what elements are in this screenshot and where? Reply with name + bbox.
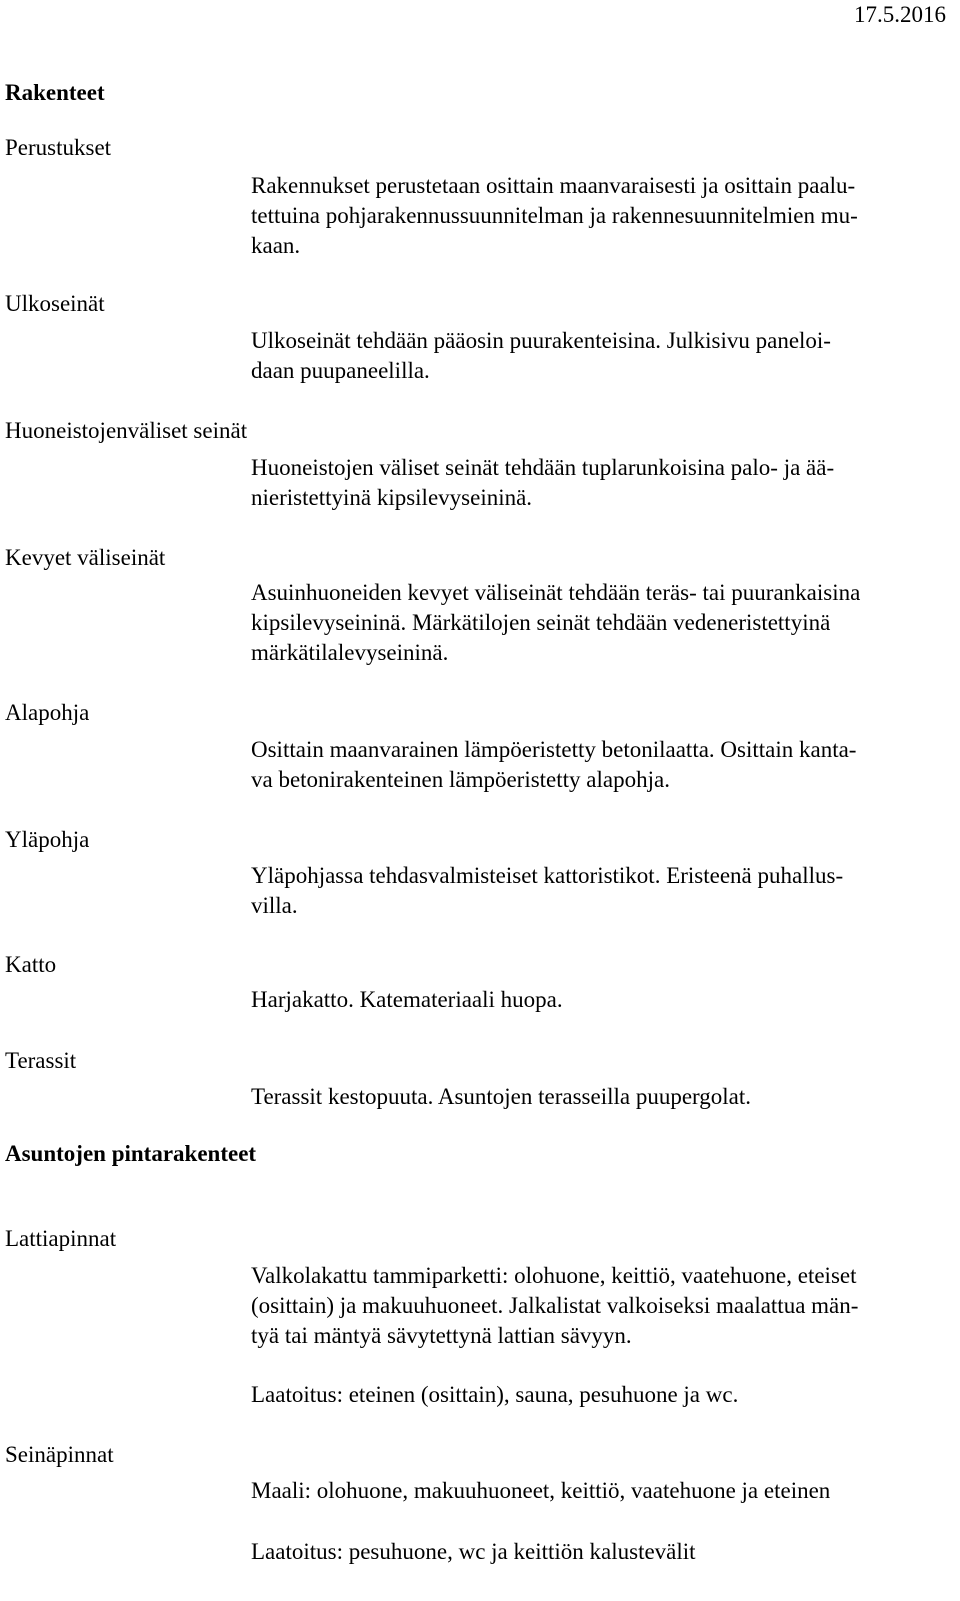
label-seinapinnat: Seinäpinnat — [5, 1442, 114, 1467]
document-date: 17.5.2016 — [854, 2, 946, 27]
text-line: Maali: olohuone, makuuhuoneet, keittiö, vaatehuone ja eteinen — [251, 1478, 831, 1503]
label-huoneistojenvaliset-seinat: Huoneistojenväliset seinät — [5, 418, 248, 443]
text-terassit — [251, 1082, 941, 1112]
text-line: (osittain) ja makuuhuoneet. Jalkalistat valkoiseksi maalattua män- — [251, 1293, 859, 1318]
text-huoneistojenvaliset-seinat — [251, 453, 941, 513]
text-line: Harjakatto. Katemateriaali huopa. — [251, 987, 563, 1012]
text-lattiapinnat-laatoitus — [251, 1380, 941, 1410]
text-line: Rakennukset perustetaan osittain maanvaraisesti ja osittain paalu- — [251, 173, 856, 198]
text-perustukset — [251, 171, 941, 261]
text-line: nieristettyinä kipsilevyseininä. — [251, 485, 533, 510]
label-ylapohja: Yläpohja — [5, 827, 90, 852]
text-ylapohja — [251, 861, 941, 921]
text-lattiapinnat — [251, 1261, 941, 1351]
text-line: Osittain maanvarainen lämpöeristetty betonilaatta. Osittain kanta- — [251, 737, 857, 762]
text-line: Laatoitus: pesuhuone, wc ja keittiön kalustevälit — [251, 1539, 696, 1564]
text-line: kaan. — [251, 233, 301, 258]
label-perustukset: Perustukset — [5, 135, 112, 160]
text-seinapinnat — [251, 1476, 941, 1506]
label-kevyet-valiseinat: Kevyet väliseinät — [5, 545, 166, 570]
text-line: Ulkoseinät tehdään pääosin puurakenteisina. Julkisivu paneloi- — [251, 328, 831, 353]
text-kevyet-valiseinat — [251, 578, 941, 668]
text-line: villa. — [251, 893, 298, 918]
text-alapohja — [251, 735, 941, 795]
text-line: va betonirakenteinen lämpöeristetty alapohja. — [251, 767, 670, 792]
label-lattiapinnat: Lattiapinnat — [5, 1226, 117, 1251]
text-line: tyä tai mäntyä sävytettynä lattian sävyyn. — [251, 1323, 632, 1348]
text-line: Valkolakattu tammiparketti: olohuone, keittiö, vaatehuone, eteiset — [251, 1263, 857, 1288]
label-ulkoseinat: Ulkoseinät — [5, 291, 105, 316]
label-terassit: Terassit — [5, 1048, 77, 1073]
text-line: Huoneistojen väliset seinät tehdään tuplarunkoisina palo- ja ää- — [251, 455, 835, 480]
label-katto: Katto — [5, 952, 57, 977]
text-line: kipsilevyseininä. Märkätilojen seinät tehdään vedeneristettyinä — [251, 610, 831, 635]
text-seinapinnat-laatoitus — [251, 1537, 941, 1567]
text-line: tettuina pohjarakennussuunnitelman ja rakennesuunnitelmien mu- — [251, 203, 858, 228]
text-katto — [251, 985, 941, 1015]
text-line: Laatoitus: eteinen (osittain), sauna, pesuhuone ja wc. — [251, 1382, 739, 1407]
section-heading-rakenteet: Rakenteet — [5, 80, 105, 105]
text-line: daan puupaneelilla. — [251, 358, 430, 383]
text-line: Terassit kestopuuta. Asuntojen terasseilla puupergolat. — [251, 1084, 752, 1109]
text-line: Yläpohjassa tehdasvalmisteiset kattoristikot. Eristeenä puhallus- — [251, 863, 844, 888]
label-alapohja: Alapohja — [5, 700, 90, 725]
text-line: Asuinhuoneiden kevyet väliseinät tehdään teräs- tai puurankaisina — [251, 580, 861, 605]
text-line: märkätilalevyseininä. — [251, 640, 449, 665]
section-heading-asuntojen-pintarakenteet: Asuntojen pintarakenteet — [5, 1141, 257, 1166]
text-ulkoseinat — [251, 326, 941, 386]
